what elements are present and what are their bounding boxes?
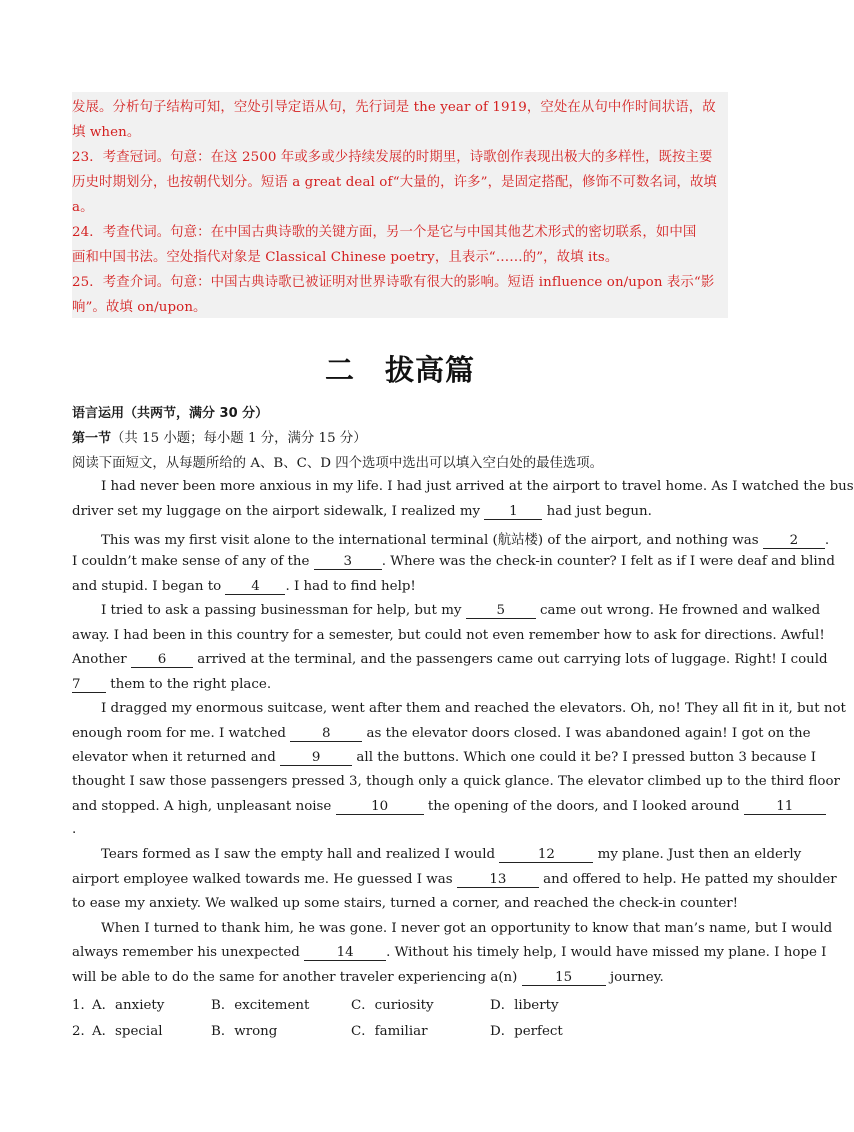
blank-11[interactable]: 11 <box>744 800 826 815</box>
analysis-line: 23．考查冠词。句意：在这 2500 年或多或少持续发展的时期里，诗歌创作表现出极大的多样性，既按主要 <box>72 150 713 165</box>
analysis-line: 填 when。 <box>72 125 141 140</box>
analysis-line: 25．考查介词。句意：中国古典诗歌已被证明对世界诗歌有很大的影响。短语 influence on/upon 表示“影 <box>72 275 715 290</box>
passage-line: enough room for me. I watched 8 as the elevator doors closed. I was abandoned again! I got on the <box>72 726 811 741</box>
blank-7[interactable]: 7 <box>72 678 106 693</box>
analysis-line: 发展。分析句子结构可知，空处引导定语从句，先行词是 the year of 1919，空处在从句中作时间状语，故 <box>72 100 716 115</box>
passage-line: always remember his unexpected 14 . Without his timely help, I would have missed my plane. I hope I <box>72 945 827 960</box>
blank-4[interactable]: 4 <box>225 580 285 595</box>
passage-line: I had never been more anxious in my life. I had just arrived at the airport to travel home. As I watched the bus <box>101 479 854 494</box>
blank-8[interactable]: 8 <box>290 727 362 742</box>
passage-line: When I turned to thank him, he was gone. I never got an opportunity to know that man’s name, but I would <box>101 921 833 936</box>
option-c[interactable]: C．curiosity <box>351 998 434 1013</box>
section-title <box>0 348 800 389</box>
passage-line: driver set my luggage on the airport sidewalk, I realized my 1 had just begun. <box>72 504 652 519</box>
blank-14[interactable]: 14 <box>304 946 386 961</box>
blank-15[interactable]: 15 <box>522 971 606 986</box>
passage-line: I tried to ask a passing businessman for help, but my 5 came out wrong. He frowned and walked <box>101 603 821 618</box>
part-label: 第一节 <box>72 431 112 446</box>
blank-13[interactable]: 13 <box>457 873 539 888</box>
option-b[interactable]: B．excitement <box>211 998 310 1013</box>
passage-line: 7 them to the right place. <box>72 677 272 692</box>
passage-line: elevator when it returned and 9 all the buttons. Which one could it be? I pressed button 3 because I <box>72 750 817 765</box>
passage-line: I dragged my enormous suitcase, went after them and reached the elevators. Oh, no! They all fit in it, but not <box>101 701 846 716</box>
option-d[interactable]: D．liberty <box>490 998 559 1013</box>
passage-line: airport employee walked towards me. He guessed I was 13 and offered to help. He patted my shoulder <box>72 872 837 887</box>
section-title-number: 二 <box>324 353 355 387</box>
passage-line: I couldn’t make sense of any of the 3 . Where was the check-in counter? I felt as if I were deaf and blind <box>72 554 835 569</box>
passage-line: thought I saw those passengers pressed 3, though only a quick glance. The elevator climbed up to the third floor <box>72 774 840 789</box>
option-b[interactable]: B．wrong <box>211 1024 278 1039</box>
option-a[interactable]: A．special <box>92 1024 163 1039</box>
blank-9[interactable]: 9 <box>280 751 352 766</box>
question-number: 2． <box>72 1024 94 1039</box>
analysis-line: a。 <box>72 200 94 215</box>
blank-1[interactable]: 1 <box>484 505 542 520</box>
blank-5[interactable]: 5 <box>466 604 536 619</box>
passage-line: This was my first visit alone to the international terminal (航站楼) of the airport, and nothing was 2 . <box>101 533 830 548</box>
analysis-line: 画和中国书法。空处指代对象是 Classical Chinese poetry，且表示“……的”，故填 its。 <box>72 250 619 265</box>
option-c[interactable]: C．familiar <box>351 1024 428 1039</box>
analysis-line: 24．考查代词。句意：在中国古典诗歌的关键方面，另一个是它与中国其他艺术形式的密切联系，如中国 <box>72 225 697 240</box>
blank-2[interactable]: 2 <box>763 534 825 549</box>
passage-line: and stupid. I began to 4 . I had to find help! <box>72 579 416 594</box>
section-title-text: 拔高篇 <box>385 353 476 387</box>
part-info: （共 15 小题；每小题 1 分，满分 15 分） <box>111 431 367 446</box>
option-d[interactable]: D．perfect <box>490 1024 563 1039</box>
section-heading: 语言运用（共两节，满分 30 分） <box>72 406 269 421</box>
answer-analysis-box <box>72 92 728 318</box>
passage-line: and stopped. A high, unpleasant noise 10 the opening of the doors, and I looked around 11 <box>72 799 826 815</box>
passage-line: . <box>72 822 77 837</box>
analysis-line: 响”。故填 on/upon。 <box>72 300 207 315</box>
passage-line: will be able to do the same for another traveler experiencing a(n) 15 journey. <box>72 970 664 985</box>
passage-line: away. I had been in this country for a semester, but could not even remember how to ask for directions. Awful! <box>72 628 825 643</box>
instruction: 阅读下面短文，从每题所给的 A、B、C、D 四个选项中选出可以填入空白处的最佳选项。 <box>72 456 604 471</box>
option-a[interactable]: A．anxiety <box>92 998 165 1013</box>
blank-12[interactable]: 12 <box>499 848 593 863</box>
question-number: 1． <box>72 998 94 1013</box>
passage-line: to ease my anxiety. We walked up some stairs, turned a corner, and reached the check-in counter! <box>72 896 739 911</box>
passage-line: Another 6 arrived at the terminal, and the passengers came out carrying lots of luggage. Right! I could <box>72 652 828 667</box>
part-heading <box>72 427 367 446</box>
passage-line: Tears formed as I saw the empty hall and realized I would 12 my plane. Just then an elderly <box>101 847 802 862</box>
blank-6[interactable]: 6 <box>131 653 193 668</box>
blank-3[interactable]: 3 <box>314 555 382 570</box>
blank-10[interactable]: 10 <box>336 800 424 815</box>
analysis-line: 历史时期划分，也按朝代划分。短语 a great deal of“大量的，许多”，是固定搭配，修饰不可数名词，故填 <box>72 175 717 190</box>
